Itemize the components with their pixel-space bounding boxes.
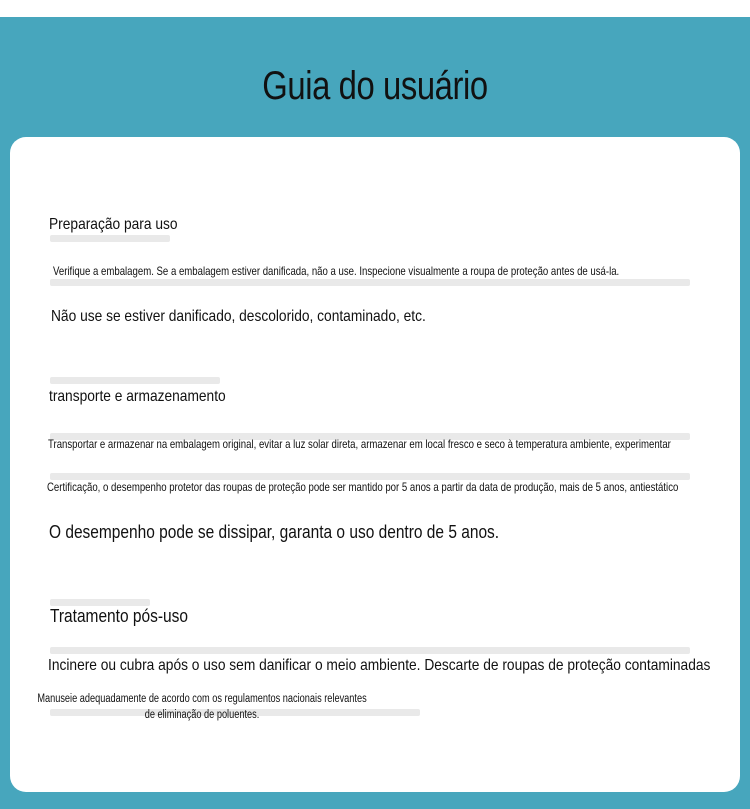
content-card	[10, 137, 740, 792]
section-text: O desempenho pode se dissipar, garanta o uso dentro de 5 anos.	[49, 522, 500, 542]
section-text: Certificação, o desempenho protetor das roupas de proteção pode ser mantido por 5 anos a partir da data de produção, mais de 5 anos, antiestático	[47, 480, 679, 494]
section-heading: Tratamento pós-uso	[50, 606, 188, 626]
ghost-stroke	[50, 599, 150, 606]
section-text: Não use se estiver danificado, descolorido, contaminado, etc.	[51, 308, 426, 325]
ghost-stroke	[50, 377, 220, 384]
ghost-stroke	[50, 279, 690, 286]
ghost-stroke	[50, 473, 690, 480]
section-text: Transportar e armazenar na embalagem original, evitar a luz solar direta, armazenar em local fresco e seco à temperatura ambiente, experimentar	[48, 437, 671, 451]
section-text: Verifique a embalagem. Se a embalagem estiver danificada, não a use. Inspecione visualmente a roupa de proteção antes de usá-la.	[53, 264, 620, 278]
section-text: Incinere ou cubra após o uso sem danificar o meio ambiente. Descarte de roupas de proteção contaminadas	[48, 657, 711, 674]
page-title: Guia do usuário	[262, 64, 488, 108]
section-text: Manuseie adequadamente de acordo com os regulamentos nacionais relevantes de eliminação de poluentes.	[37, 693, 367, 721]
ghost-stroke	[50, 235, 170, 242]
ghost-stroke	[50, 647, 690, 654]
section-heading: transporte e armazenamento	[49, 388, 226, 405]
section-heading: Preparação para uso	[49, 216, 178, 233]
